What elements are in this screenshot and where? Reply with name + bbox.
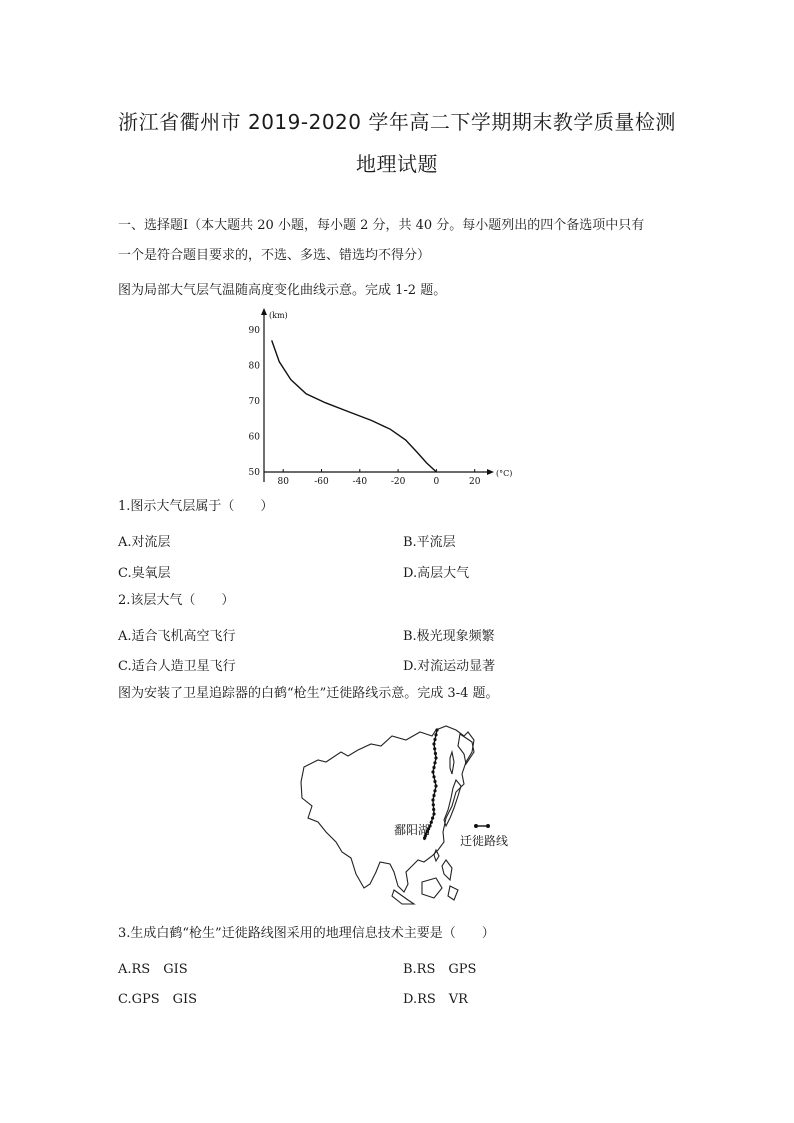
x-axis-arrow [487,469,494,475]
q2-option-c[interactable]: C.适合人造卫星飞行 [118,659,236,674]
sumatra-outline [392,890,414,904]
kamchatka-outline [458,734,474,764]
x-tick-label: 80 [277,477,289,487]
route-dot [433,761,436,764]
sulawesi-outline [448,886,458,900]
route-dot [432,766,435,769]
route-dot [434,756,437,759]
philippines-outline [442,860,452,880]
q1-option-d[interactable]: D.高层大气 [403,566,470,581]
route-dot [435,728,438,731]
intro-q3-4: 图为安装了卫星追踪器的白鹤“枪生”迁徙路线示意。完成 3-4 题。 [118,686,499,701]
route-dot [432,794,435,797]
q3-option-d[interactable]: D.RS VR [403,992,468,1007]
q2-option-a[interactable]: A.适合飞机高空飞行 [118,629,236,644]
intro-q1-2: 图为局部大气层气温随高度变化曲线示意。完成 1-2 题。 [118,283,447,298]
y-tick-label: 90 [248,325,260,336]
q2-option-b[interactable]: B.极光现象频繁 [403,629,495,644]
temperature-altitude-chart [240,306,530,488]
route-dot [433,789,436,792]
question-3-stem: 3.生成白鹤“枪生”迁徙路线图采用的地理信息技术主要是（ ） [118,926,495,941]
x-tick-label: 20 [468,477,481,487]
legend-dot-end [486,824,490,828]
route-dot [434,784,437,787]
q3-option-b[interactable]: B.RS GPS [403,962,477,977]
route-dot [431,770,434,773]
q1-option-b[interactable]: B.平流层 [403,535,456,550]
route-dot [432,742,435,745]
route-dot [433,780,436,783]
section-heading-line2: 一个是符合题目要求的，不选、多选、错选均不得分） [118,248,431,263]
x-tick-label: -40 [352,477,368,487]
migration-route-map [296,722,526,906]
q1-option-c[interactable]: C.臭氧层 [118,566,171,581]
x-tick-label: -60 [314,477,329,487]
sakhalin-outline [450,752,454,774]
route-dot [432,808,435,811]
x-tick-label: -20 [390,477,406,487]
route-dot [430,821,433,824]
q3-option-c[interactable]: C.GPS GIS [118,992,198,1007]
y-axis-label: (km) [269,311,288,320]
route-dot [432,812,435,815]
taiwan-outline [434,850,439,861]
temperature-curve [272,340,437,472]
route-dot [432,803,435,806]
route-dot [431,817,434,820]
x-axis-label: (°C) [496,469,513,478]
q2-option-d[interactable]: D.对流运动显著 [403,659,496,674]
y-tick-label: 70 [248,396,260,407]
x-tick-label: 0 [433,477,440,487]
section-heading-line1: 一、选择题Ⅰ（本大题共 20 小题，每小题 2 分，共 40 分。每小题列出的四个备选项中只有 [118,218,645,233]
question-2-stem: 2.该层大气（ ） [118,593,235,608]
map-lake-label: 鄱阳湖 [394,823,431,837]
route-dot [431,798,434,801]
y-tick-label: 50 [248,468,260,478]
route-dot [434,752,437,755]
question-1-stem: 1.图示大气层属于（ ） [118,499,274,514]
route-dot [433,747,436,750]
document-title: 浙江省衢州市 2019-2020 学年高二下学期期末教学质量检测 [118,110,676,134]
route-dot [432,775,435,778]
route-dot [433,738,436,741]
document-subtitle: 地理试题 [356,152,438,176]
map-legend-label: 迁徙路线 [460,834,509,848]
q3-option-a[interactable]: A.RS GIS [118,962,188,977]
q1-option-a[interactable]: A.对流层 [118,535,171,550]
y-axis-arrow [261,308,267,315]
y-tick-label: 60 [248,432,260,443]
borneo-outline [422,878,442,898]
route-dot [434,733,437,736]
y-tick-label: 80 [248,361,260,372]
